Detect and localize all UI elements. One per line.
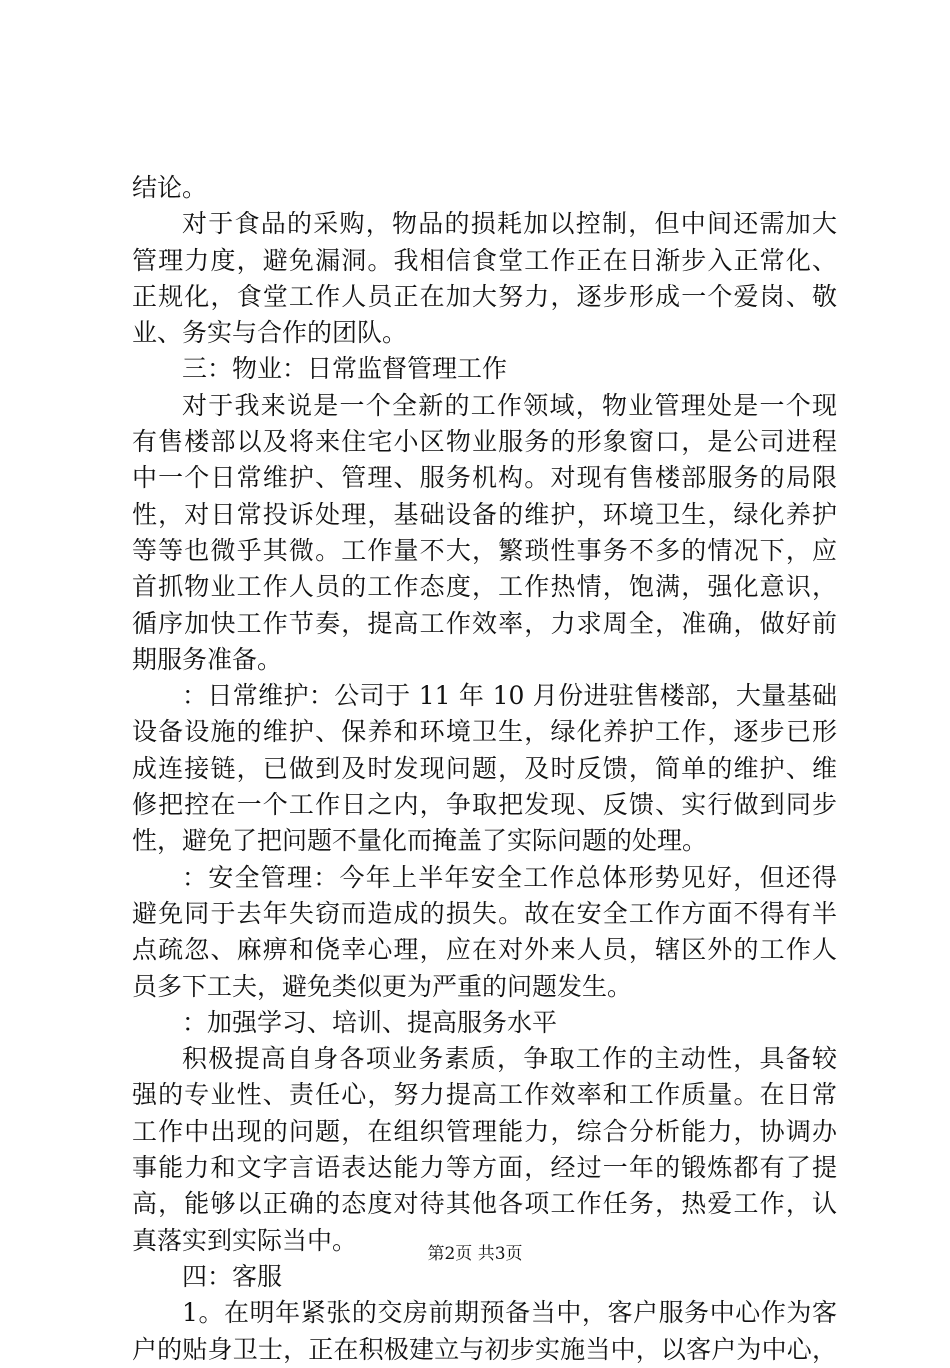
text-line: 设备设施的维护、保养和环境卫生，绿化养护工作，逐步已形 xyxy=(132,717,837,747)
text-line: 避免同于去年失窃而造成的损失。故在安全工作方面不得有半 xyxy=(132,898,837,928)
text-line: 工作中出现的问题，在组织管理能力，综合分析能力，协调办 xyxy=(132,1116,837,1146)
text-line: 性，对日常投诉处理，基础设备的维护，环境卫生，绿化养护 xyxy=(132,499,837,529)
text-line: 强的专业性、责任心，努力提高工作效率和工作质量。在日常 xyxy=(132,1080,837,1110)
text-line: 性，避免了把问题不量化而掩盖了实际问题的处理。 xyxy=(132,826,708,856)
text-line: 有售楼部以及将来住宅小区物业服务的形象窗口，是公司进程 xyxy=(132,427,837,457)
text-line: 等等也微乎其微。工作量不大，繁琐性事务不多的情况下，应 xyxy=(132,535,837,565)
text-line: 点疏忽、麻痹和侥幸心理，应在对外来人员，辖区外的工作人 xyxy=(132,935,837,965)
text-line: 真落实到实际当中。 xyxy=(132,1225,358,1255)
text-line: 修把控在一个工作日之内，争取把发现、反馈、实行做到同步 xyxy=(132,790,837,820)
text-line: ：安全管理：今年上半年安全工作总体形势见好，但还得 xyxy=(182,862,837,892)
text-line: 中一个日常维护、管理、服务机构。对现有售楼部服务的局限 xyxy=(132,463,837,493)
text-line: 户的贴身卫士，正在积极建立与初步实施当中，以客户为中心， xyxy=(132,1334,837,1364)
text-line: 四：客服 xyxy=(182,1261,283,1291)
page-number: 第2页 共3页 xyxy=(427,1244,523,1264)
text-line: 成连接链，已做到及时发现问题，及时反馈，简单的维护、维 xyxy=(132,753,837,783)
text-line: 对于我来说是一个全新的工作领域，物业管理处是一个现 xyxy=(182,390,837,420)
text-line: 循序加快工作节奏，提高工作效率，力求周全，准确，做好前 xyxy=(132,608,837,638)
text-line: 期服务准备。 xyxy=(132,644,283,674)
text-line: 结论。 xyxy=(132,173,208,202)
text-line: 对于食品的采购，物品的损耗加以控制，但中间还需加大 xyxy=(182,209,837,239)
body-text xyxy=(132,170,837,1368)
text-line: 积极提高自身各项业务素质，争取工作的主动性，具备较 xyxy=(182,1044,837,1074)
text-line: 事能力和文字言语表达能力等方面，经过一年的锻炼都有了提 xyxy=(132,1153,837,1183)
text-line: 正规化，食堂工作人员正在加大努力，逐步形成一个爱岗、敬 xyxy=(132,281,837,311)
text-line: 员多下工夫，避免类似更为严重的问题发生。 xyxy=(132,971,633,1001)
text-line: 业、务实与合作的团队。 xyxy=(132,318,408,348)
text-line: ：日常维护：公司于 11 年 10 月份进驻售楼部，大量基础 xyxy=(182,681,837,711)
text-line: 1。在明年紧张的交房前期预备当中，客户服务中心作为客 xyxy=(182,1298,837,1328)
text-line: 高，能够以正确的态度对待其他各项工作任务，热爱工作，认 xyxy=(132,1189,837,1219)
text-line: 三：物业：日常监督管理工作 xyxy=(182,354,508,384)
page-footer xyxy=(0,1243,950,1265)
text-line: 管理力度，避免漏洞。我相信食堂工作正在日渐步入正常化、 xyxy=(132,245,837,275)
text-line: ：加强学习、培训、提高服务水平 xyxy=(182,1007,558,1037)
text-line: 首抓物业工作人员的工作态度，工作热情，饱满，强化意识， xyxy=(132,572,837,602)
